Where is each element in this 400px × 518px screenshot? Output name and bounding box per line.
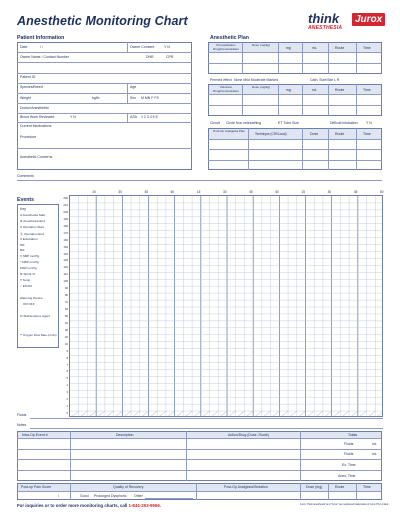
y-tick-label: 20: [64, 334, 68, 339]
key-item: A Anesthesia Start: [20, 213, 46, 217]
owner-consent-options[interactable]: Y N: [164, 45, 170, 49]
blood-work-label: Blood Work Reviewed: [20, 115, 55, 119]
induction-col-route: Route: [335, 88, 345, 92]
time-tick-label: 30: [118, 190, 122, 194]
grid-bottom-slash: [192, 411, 201, 417]
pain-score-field[interactable]: /: [58, 494, 59, 498]
anesthesia-logo-text: ANESTHESIA: [308, 25, 343, 31]
dnr-label[interactable]: DNR: [146, 55, 154, 59]
warming-device-label: Warming Device: [20, 296, 43, 300]
grid-bottom-slash: [96, 411, 105, 417]
footer-fine-print: Jurox "think Anesthesia" and "Jurox" are registered trademarks of Jurox Pty Limited.: [300, 503, 389, 506]
y-tick-label: 4: [66, 383, 68, 388]
premed-effect-label: Premed effect: [210, 78, 232, 82]
premed-col-ml: mL: [312, 46, 317, 50]
grid-bottom-slash: [105, 411, 114, 417]
quality-prolonged[interactable]: Prolonged: [94, 494, 110, 498]
y-tick-label: 80: [64, 293, 68, 298]
y-tick-label: 190: [63, 216, 68, 221]
grid-bottom-slash: [140, 411, 149, 417]
grid-bottom-slash: [201, 411, 210, 417]
grid-bottom-slash: [166, 411, 175, 417]
time-tick-label: 45: [353, 190, 358, 194]
intraop-col-totals: Totals: [348, 432, 358, 437]
quality-good[interactable]: Good: [80, 494, 89, 498]
grid-bottom-slash: [175, 411, 184, 417]
key-item: ⊗ Anesthesia End: [20, 218, 45, 223]
key-item: RR: [20, 248, 25, 253]
key-item: Ⓢ Operation End: [20, 231, 44, 236]
intraop-col-event: Intra-Op Event #: [22, 432, 48, 437]
grid-bottom-slash: [149, 411, 158, 417]
totals-ex-time: Ex. Time: [342, 463, 356, 467]
premed-col-mg: mg: [286, 46, 291, 50]
recovery-col-pain: Post-op Pain Score: [21, 485, 52, 489]
time-tick-label: 30: [327, 190, 332, 194]
grid-bottom-slash: [227, 411, 236, 417]
asa-label: ASA: [130, 115, 138, 119]
grid-bottom-slash: [183, 411, 192, 417]
footer-cta-text: For inquiries or to order more monitoring charts, call: [17, 503, 128, 508]
key-item: T Temp: [20, 277, 31, 282]
key-item: HR: [20, 242, 25, 247]
y-tick-label: 210: [63, 202, 68, 207]
concerns-label: Anesthetic Concerns: [20, 155, 53, 159]
grid-bottom-slash: [218, 411, 227, 417]
y-tick-label: 140: [63, 251, 68, 256]
premed-col-time: Time: [363, 46, 371, 50]
y-tick-label: 50: [64, 313, 68, 318]
difficult-intubation-label: Difficult intubation: [330, 121, 358, 125]
time-tick-label: 15: [196, 190, 201, 194]
y-tick-label: 8: [66, 355, 68, 360]
y-tick-label: 9: [66, 348, 68, 353]
footer-phone[interactable]: 1-844-253-9966.: [128, 503, 161, 508]
time-tick-label: 15: [301, 190, 306, 194]
y-tick-label: 120: [63, 265, 68, 270]
oxygen-flow-label: ** Oxygen Flow Rate (L/min): [20, 333, 57, 337]
y-tick-label: 7: [66, 362, 68, 367]
sex-options[interactable]: M MN F FS: [141, 96, 159, 100]
maintenance-agent-label: % Maintenance Agent: [20, 314, 51, 318]
grid-bottom-slash: [271, 411, 280, 417]
footer-cta: [17, 503, 161, 508]
y-tick-label: 60: [64, 307, 68, 311]
circuit-label: Circuit: [210, 121, 220, 125]
grid-bottom-slash: [87, 411, 96, 417]
weight-unit: kg/lb: [92, 96, 100, 100]
fluids-label: Fluids: [17, 413, 27, 417]
induction-col-ml: mL: [312, 88, 317, 92]
grid-bottom-slash: [122, 411, 131, 417]
y-tick-label: 220: [63, 196, 68, 200]
y-tick-label: 160: [63, 237, 68, 242]
grid-bottom-slash: [358, 411, 367, 417]
key-title: Key: [20, 207, 27, 211]
y-tick-label: 100: [63, 279, 68, 284]
y-tick-label: 130: [63, 258, 68, 263]
owner-name-label: Owner Name / Contact Number: [20, 55, 70, 59]
grid-bottom-slash: [114, 411, 123, 417]
cpr-label[interactable]: CPR: [166, 55, 174, 59]
y-tick-label: 6: [66, 369, 68, 374]
cath-label: Cath. Size/Site: [310, 78, 334, 82]
time-tick-label: 60: [275, 190, 279, 194]
procedure-label: Procedure: [20, 135, 37, 139]
grid-bottom-slash: [79, 411, 88, 417]
date-field[interactable]: / /: [40, 45, 43, 49]
medications-label: Current Medications: [20, 124, 52, 128]
grid-bottom-slash: [210, 411, 219, 417]
time-tick-label: 45: [144, 190, 149, 194]
totals-ml-1: mL: [372, 442, 377, 446]
y-tick-label: 70: [64, 300, 68, 305]
induction-col-time: Time: [363, 88, 371, 92]
totals-anes-time: Anes. Time: [338, 474, 356, 478]
circuit-options[interactable]: Circle Non-rebreathing: [226, 121, 262, 125]
grid-bottom-slash: [367, 411, 376, 417]
grid-bottom-slash: [279, 411, 288, 417]
species-label: Species/Breed: [20, 85, 43, 89]
doctor-label: Doctor/Anesthetist: [20, 106, 49, 110]
postop-col-time: Time: [363, 132, 371, 136]
grid-bottom-slash: [375, 411, 383, 417]
key-item: X Extubation: [20, 236, 38, 241]
monitoring-grid[interactable]: [69, 195, 383, 417]
key-item: V SBP mmHg: [20, 254, 40, 259]
recovery-col-route: Route: [335, 485, 345, 489]
recovery-col-analgesia: Post-Op Analgesia/Sedation: [224, 485, 268, 489]
y-tick-label: 1: [66, 404, 68, 409]
think-logo: think: [308, 11, 340, 26]
postop-col-technique: Technique (CRI/Local): [255, 132, 287, 136]
notes-label: Notes: [17, 423, 27, 427]
cath-options[interactable]: L R: [334, 78, 340, 82]
patient-id-label: Patient ID: [20, 75, 36, 79]
quality-other[interactable]: Other: [134, 494, 143, 498]
grid-bottom-slash: [236, 411, 245, 417]
warming-device-options[interactable]: ON OFF: [23, 302, 35, 306]
sex-label: Sex: [130, 96, 137, 100]
grid-bottom-slash: [262, 411, 271, 417]
y-tick-label: 0: [66, 411, 68, 416]
grid-bottom-slash: [297, 411, 306, 417]
comments-label: Comments: [17, 174, 34, 178]
key-item: S Operation Start: [20, 224, 44, 229]
recovery-col-dose: Dose (mg): [306, 485, 323, 489]
grid-bottom-slash: [323, 411, 332, 417]
monitoring-grid-svg: [70, 196, 383, 417]
grid-bottom-slash: [340, 411, 349, 417]
y-tick-label: 90: [64, 286, 68, 291]
grid-bottom-slash: [314, 411, 323, 417]
totals-ml-2: mL: [372, 452, 377, 456]
time-tick-label: 60: [380, 190, 384, 194]
grid-bottom-slash: [332, 411, 341, 417]
owner-consent-label: Owner Consent: [130, 45, 155, 49]
intraop-col-action: Action/Drug (Dose, Route): [228, 432, 270, 437]
grid-bottom-slash: [349, 411, 358, 417]
weight-label: Weight: [20, 96, 31, 100]
y-tick-label: 170: [63, 230, 68, 235]
totals-fluids-2: Fluids: [344, 452, 354, 456]
difficult-intubation-options[interactable]: Y N: [366, 121, 372, 125]
y-tick-label: 2: [66, 397, 68, 402]
y-tick-label: 30: [64, 327, 68, 332]
grid-bottom-slash: [70, 411, 79, 417]
y-tick-label: 3: [66, 390, 68, 395]
grid-bottom-slash: [253, 411, 262, 417]
y-tick-label: 180: [63, 223, 68, 228]
grid-bottom-slash: [306, 411, 315, 417]
y-tick-label: 200: [63, 209, 68, 214]
time-tick-label: 15: [92, 190, 96, 194]
date-label: Date: [20, 45, 28, 49]
time-tick-label: 30: [223, 190, 227, 194]
premed-col-dose: Dose (mg/kg): [251, 43, 270, 47]
et-tube-label: ET Tube Size: [278, 121, 299, 125]
recovery-col-quality: Quality of Recovery: [113, 485, 144, 489]
asa-options[interactable]: 1 2 3 4 5 E: [141, 115, 158, 119]
induction-col-dose: Dose (mg/kg): [251, 85, 270, 89]
key-item: ^ DBP mmHg: [20, 260, 39, 265]
age-label: Age: [130, 85, 137, 89]
induction-col-mg: mg: [286, 88, 291, 92]
y-tick-label: 5: [66, 376, 68, 381]
premed-effect-options[interactable]: None Mild Moderate Marked: [234, 78, 279, 82]
postop-col-route: Route: [335, 132, 345, 136]
grid-bottom-slash: [131, 411, 140, 417]
events-section-title: Events: [17, 197, 35, 203]
page-title: Anesthetic Monitoring Chart: [17, 14, 188, 28]
intraop-col-description: Description: [116, 432, 134, 437]
grid-bottom-slash: [157, 411, 166, 417]
plan-section-title: Anesthetic Plan: [210, 35, 249, 41]
key-item: ⊗ SpO2 %: [20, 272, 35, 276]
premed-col-drug: Premedication Drug/Concentration: [212, 43, 239, 51]
premed-col-route: Route: [335, 46, 345, 50]
recovery-col-time: Time: [363, 485, 371, 489]
y-tick-label: 10: [64, 341, 68, 346]
jurox-logo: Jurox: [352, 13, 385, 26]
induction-col-drug: Induction Drug/Concentration: [212, 85, 239, 93]
grid-bottom-slash: [288, 411, 297, 417]
postop-col-plan: Post-Op Analgesia Plan: [213, 129, 245, 133]
y-tick-label: 150: [63, 244, 68, 249]
grid-bottom-slash: [244, 411, 253, 417]
patient-section-title: Patient Information: [17, 35, 65, 41]
time-tick-label: 60: [170, 190, 175, 194]
postop-col-dose: Dose: [310, 132, 319, 136]
y-tick-label: 40: [64, 320, 68, 325]
y-tick-label: 110: [63, 272, 68, 277]
totals-fluids-1: Fluids: [344, 442, 354, 446]
key-item: ○ EtCO2: [20, 283, 33, 288]
quality-dysphoric[interactable]: Dysphoric: [111, 494, 127, 498]
time-tick-label: 45: [249, 190, 253, 194]
key-item: MAP mmHg: [20, 266, 37, 271]
blood-work-options[interactable]: Y N: [70, 115, 76, 119]
